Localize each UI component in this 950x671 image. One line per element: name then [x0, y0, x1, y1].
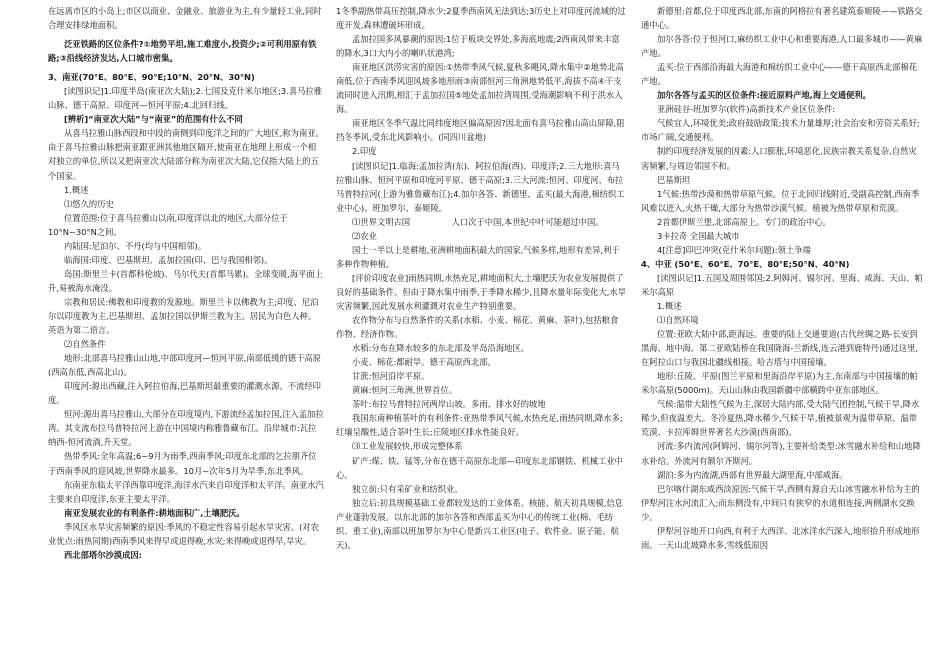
paragraph: 东南亚东临太平洋西靠印度洋,海洋水汽来自印度洋和太平洋。南亚水汽主要来自印度洋,东亚主要太平洋。	[48, 479, 324, 504]
column-3	[641, 4, 924, 668]
paragraph: 湖泊:多为内流湖,西部有世界最大湖里海,中部咸海。	[657, 469, 848, 480]
paragraph: [评价印度农业]雨热同期,水热充足,耕地面积大,土壤肥沃为农业发展提供了良好的基础条件。但由于降水集中雨季,于季降水稀少,且降水量年际变化大,水旱灾害频繁,因此发展水利灌溉对农业生产特别重要。	[336, 272, 626, 311]
paragraph: 独立前:只有采矿业和纺织业。	[352, 483, 463, 494]
paragraph: 我国东南种植茶叶的有利条件:亚热带季风气候,水热充足,雨热同期,降水多;红壤呈酸性,适合茶叶生长;丘陵地区排水性能良好。	[336, 413, 623, 438]
paragraph: ⑴自然环境	[657, 315, 699, 326]
paragraph: 地形:丘陵、平原(图兰平原和里海沿岸平原)为主,东南部与中国接壤的帕米尔高原(5000m)。天山山脉由我国新疆中部横跨中亚东部地区。	[641, 371, 918, 396]
paragraph: 地形:北部喜马拉雅山山地,中部印度河—恒河平原,南部低缓的德干高原(西高东低,西高北山)。	[48, 353, 321, 378]
paragraph: 2.印度	[352, 146, 377, 157]
paragraph: 南亚地区洪涝灾害的原因:①热带季风气候,夏秋多飓风,降水集中②地势北高南低,位于西南季风迎风坡多地形雨③南部恒河三角洲地势低平,海拔不高④干支流同时进入汛期,相汇于孟加拉国⑤地处孟加拉湾周围,受海潮影响不利于洪水入海。	[336, 62, 624, 115]
paragraph: 亚洲硅谷-班加罗尔(软件)高新技术产业区位条件:	[657, 104, 836, 115]
paragraph: 4、中亚 (50°E、60°E、70°E、80°E;50°N、40°N)	[641, 258, 850, 269]
paragraph: 河流:多内流河(阿姆河、锡尔河等),主要补给类型:冰雪融水补给和山地降水补给。外流河有额尔齐斯河。	[641, 441, 921, 466]
paragraph: 泛亚铁路的区位条件?①地势平坦,施工难度小,投资少;②可利用原有铁路;③沿线经济发达,人口城市密集。	[48, 39, 317, 64]
paragraph: 2首都伊斯兰堡,北部高原上。专门的政治中心。	[657, 216, 831, 227]
paragraph: 茶叶:布拉马普特拉河两岸山坡。多雨、排水好的坡地	[352, 399, 546, 410]
paragraph: 制约印度经济发展的因素:人口膨胀,环境恶化,民族宗教关系复杂,自然灾害频繁,与周边邻国不和。	[641, 146, 917, 171]
paragraph: 巴尔喀什湖东咸西淡原因:气候干旱,西侧有源自天山冰雪融水补给为主的伊犁河注水河流汇入;而东侧没有,中间只有狭窄的水道相连接,两侧湖水交换少。	[641, 483, 920, 522]
paragraph: 季风区水旱灾害频繁的原因:季风的不稳定性容易引起水旱灾害。(对农业优点:雨热同期)西南季风来得早或退得晚,水灾;来得晚或退得早,旱灾。	[48, 521, 319, 546]
column-2	[336, 4, 626, 668]
paragraph: 孟加拉国多风暴潮的原因:1位于板块交界处,多海底地震;2西南风带来丰富的降水,3口大内小的喇叭状港湾;	[336, 34, 620, 59]
paragraph: 3、南亚(70°E、80°E、90°E;10°N、20°N、30°N)	[48, 72, 255, 83]
paragraph: 热带季风:全年高温;6~9月为雨季,西南季风;印度东北部的乞拉朋齐位于西南季风的迎风坡,世界降水最多。10月~次年5月为旱季,东北季风。	[48, 451, 317, 476]
paragraph: 巴基斯坦	[657, 174, 691, 185]
paragraph: [读图识记]1.印度半岛(南亚次大陆);2.七国及克什米尔地区;3.喜马拉雅山脉、德干高原、印度河—恒河平原;4.北回归线。	[48, 86, 323, 111]
paragraph: 加尔各答:位于恒河口,麻纺织工业中心和重要海港,人口最多城市——黄麻产地。	[641, 34, 923, 59]
paragraph: 位置:亚欧大陆中部,距海远。重要的陆上交通要道(古代丝绸之路-长安到黑海、地中海。第二亚欧陆桥在我国陇海-兰新线,连云港到鹿特丹)通过这里,在阿拉山口与我国北疆线相接。哈吉塔与中国接壤。	[641, 329, 919, 368]
paragraph: [辨析]“南亚次大陆”与“南亚”的范围有什么不同	[64, 114, 243, 125]
paragraph: 印度河:源出西藏,注入阿拉伯海,巴基斯坦最重要的灌溉水源。不流经印度。	[48, 381, 321, 406]
paragraph: 4[注意]印巴冲突(克什米尔问题):领土争端	[657, 244, 811, 255]
paragraph: 位置范围:位于喜马拉雅山以南,印度洋以北的地区,大部分位于10°N~30°N之间。	[48, 212, 288, 237]
paragraph: 矿产:煤、铁、锰等,分布在德干高原东北部—印度东北部钢铁、机械工业中心。	[336, 455, 623, 480]
paragraph: ⑴世界文明古国 人口次于中国,本世纪中叶可能超过中国。	[352, 216, 604, 227]
paragraph: 3卡拉奇 全国最大城市	[657, 230, 740, 241]
paragraph: 在远离市区的小岛上;市区以商业、金融业、旅游业为主,有少量轻工业,同时合理安排绿地面积。	[48, 6, 322, 31]
paragraph: 农作物分布与自然条件的关系(水稻、小麦、棉花、黄麻、茶叶),包括粮食作物、经济作物。	[336, 315, 619, 340]
paragraph: 内陆国:尼泊尔、不丹(均与中国相邻)。	[64, 240, 207, 251]
paragraph: ⑵农业	[352, 230, 377, 241]
paragraph: 恒河:源出喜马拉雅山,大部分在印度境内,下游流经孟加拉国,注入孟加拉湾。其支流布拉马普特拉河上游在中国境内称雅鲁藏布江。沿岸城市:瓦拉纳西-恒河流淌,升天堂。	[48, 409, 324, 448]
paragraph: 南亚发展农业的有利条件:耕地面积广,土壤肥沃。	[64, 507, 245, 518]
paragraph: 从喜马拉雅山脉西段和中段的南侧到印度洋之间的广大地区,称为南亚。由于喜马拉雅山脉把南亚跟亚洲其他地区隔开,使南亚在地理上形成一个相对独立的单位,所以又把南亚次大陆部分称为南亚次大陆,它仅指大陆上的五个国家。	[48, 128, 324, 181]
paragraph: 气候:温带大陆性气候为主,深居大陆内部,受大陆气团控制,气候干旱,降水稀少,但夜温差大。冬冷夏热,降水稀少,气候干旱,植被景观为温带草原、温带荒漠、卡拉库姆世界著名大沙漠(西南部)。	[641, 399, 920, 438]
paragraph: 西北部塔尔沙漠成因:	[64, 549, 142, 560]
paragraph: 1冬季副热带高压控制,降水少;2夏季西南风无法到达;3历史上对印度河流域的过度开发,森林遭破坏形成。	[336, 6, 626, 31]
paragraph: ⑵自然条件	[64, 339, 106, 350]
paragraph: 孟买:位于西部沿海最大海港和棉纺织工业中心——德干高原西北部棉花产地。	[641, 62, 918, 87]
paragraph: 1.概述	[64, 184, 89, 195]
column-1	[48, 4, 324, 668]
paragraph: ⑴悠久的历史	[64, 198, 114, 209]
paragraph: [读图识记]1.临海:孟加拉湾(东)、阿拉伯海(西)、印度洋;2.三大地形:喜马拉雅山脉、恒河平原和印度河平原、德干高原;3.三大河流:恒河、印度河、布拉马普特拉河(上游为雅鲁藏布江);4.加尔各答、新德里、孟买(最大海港,棉纺织工业中心)、班加罗尔、泰姬陵。	[336, 160, 625, 213]
paragraph: 南亚地区冬季气温比同纬度地区偏高原因?因北面有喜马拉雅山高山屏障,阻挡冬季风,受东北风影响小。(同四川盆地)	[336, 118, 625, 143]
paragraph: 加尔各答与孟买的区位条件:接近原料产地,海上交通便利。	[657, 90, 871, 101]
paragraph: ⑶工业发展较快,形成完整体系	[352, 441, 463, 452]
paragraph: 1.概述	[657, 300, 682, 311]
paragraph: 新德里:首都,位于印度西北部,东南的阿格拉有著名建筑泰姬陵——铁路交通中心。	[641, 6, 923, 31]
paragraph: 水稻:分布在降水较多的东北部及半岛沿海地区。	[352, 343, 530, 354]
paragraph: 临海国:印度、巴基斯坦、孟加拉国(印、巴与我国相邻)。	[64, 254, 273, 265]
paragraph: 岛国:斯里兰卡(首都科伦坡)、马尔代夫(首都马累)。全球变暖,海平面上升,易被海水淹没。	[48, 268, 323, 293]
paragraph: 国土一半以上是耕地,亚洲耕地面积最大的国家,气候多样,地形有差异,利于多种作物种植。	[336, 244, 620, 269]
paragraph: [读图识记]1.五国及周围邻国;2.阿姆河、锡尔河、里海、咸海、天山、帕米尔高原	[641, 272, 923, 297]
paragraph: 气候宜人,环境优美;政府鼓励政策;技术力量雄厚;社会治安和劳资关系好;市场广阔,交通便利。	[641, 118, 920, 143]
paragraph: 甘蔗:恒河沿岸平原。	[352, 371, 430, 382]
paragraph: 小麦、棉花:都耐旱。德干高原西北部。	[352, 357, 496, 368]
paragraph: 黄麻:恒河三角洲,世界首位。	[352, 385, 457, 396]
paragraph: 1气候:热带沙漠和热带草原气候。位于北回归线附近,受副高控制,西南季风难以进入,火热干燥,大部分为热带沙漠气候。植被为热带草原和荒漠。	[641, 188, 920, 213]
paragraph: 伊犁河谷地开口向西,有利于大西洋、北冰洋水汽深入,地形抬升形成地形雨。一天山北坡降水多,雪线低原因	[641, 525, 920, 550]
paragraph: 宗教和居民:佛教和印度教的发源地。斯里兰卡以佛教为主;印度、尼泊尔以印度教为主,巴基斯坦、孟加拉国以伊斯兰教为主。居民为白色人种。英语为第二语言。	[48, 296, 319, 336]
paragraph: 独立后:初具规模基础工业都较发达的工业体系。核能、航天初具规模,信息产业蓬勃发展。以东北部的加尔各答和西部孟买为中心的传统工业(棉、毛纺织、重工业),南部以班加罗尔为中心是新兴工业区(电子、软件业、原子能、航天)。	[336, 497, 623, 550]
